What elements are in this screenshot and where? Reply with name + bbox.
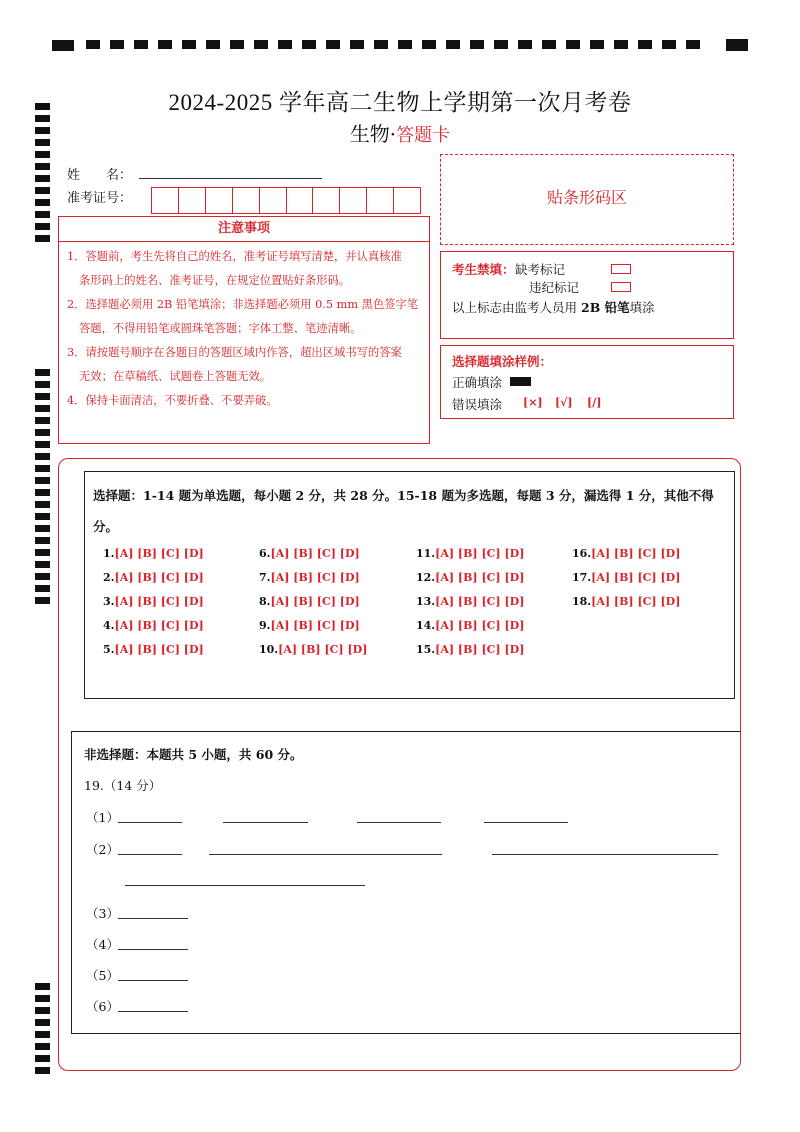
mc-question-number: 14. xyxy=(416,619,436,632)
notice-box xyxy=(58,216,430,444)
q19-part-4-label: （4） xyxy=(86,937,119,952)
mc-answer-options[interactable]: [A] [B] [C] [D] xyxy=(270,595,360,608)
mc-answer-options[interactable]: [A] [B] [C] [D] xyxy=(435,595,525,608)
exam-id-cell[interactable] xyxy=(206,188,233,213)
forbidden-title: 考生禁填： xyxy=(452,262,515,277)
forbidden-note xyxy=(452,298,655,316)
answer-blank[interactable] xyxy=(357,822,441,823)
mc-question-number: 15. xyxy=(416,643,436,656)
mc-question-number: 6. xyxy=(259,547,271,560)
q19-part-1-label: （1） xyxy=(86,810,119,825)
mc-question-number: 13. xyxy=(416,595,436,608)
notice-item: 条形码上的姓名、准考证号，在规定位置贴好条形码。 xyxy=(79,274,351,287)
mc-question-number: 3. xyxy=(103,595,115,608)
fill-sample-box xyxy=(440,345,734,419)
correct-fill-label: 正确填涂 xyxy=(452,375,503,390)
mc-question-17[interactable] xyxy=(572,571,680,584)
exam-id-label: 准考证号： xyxy=(67,191,133,206)
barcode-area[interactable]: 贴条形码区 xyxy=(440,154,734,245)
exam-id-cell[interactable] xyxy=(152,188,179,213)
exam-id-cell[interactable] xyxy=(367,188,394,213)
mc-answer-options[interactable]: [A] [B] [C] [D] xyxy=(270,619,360,632)
mc-answer-options[interactable]: [A] [B] [C] [D] xyxy=(435,547,525,560)
mc-answer-options[interactable]: [A] [B] [C] [D] xyxy=(114,571,204,584)
notice-item: 1．答题前，考生先将自己的姓名，准考证号填写清楚，并认真核准 xyxy=(67,250,402,263)
wrong-mark-cross: [×] xyxy=(523,396,543,409)
mc-question-8[interactable] xyxy=(259,595,360,608)
mc-answer-options[interactable]: [A] [B] [C] [D] xyxy=(591,547,681,560)
subtitle-answer-sheet: 答题卡 xyxy=(396,125,451,146)
exam-id-boxes[interactable] xyxy=(151,187,421,214)
question-19-label: 19.（14 分） xyxy=(84,778,162,793)
notice-item: 无效；在草稿纸、试题卷上答题无效。 xyxy=(79,370,272,383)
mc-question-7[interactable] xyxy=(259,571,360,584)
exam-id-cell[interactable] xyxy=(179,188,206,213)
answer-blank[interactable] xyxy=(223,822,308,823)
mc-question-number: 9. xyxy=(259,619,271,632)
exam-id-cell[interactable] xyxy=(260,188,287,213)
answer-blank[interactable] xyxy=(209,854,442,855)
mc-question-15[interactable] xyxy=(416,643,524,656)
non-choice-heading: 非选择题：本题共 5 小题，共 60 分。 xyxy=(84,747,303,762)
mc-answer-options[interactable]: [A] [B] [C] [D] xyxy=(270,547,360,560)
notice-item: 答题，不得用铅笔或圆珠笔答题；字体工整、笔迹清晰。 xyxy=(79,322,362,335)
exam-id-cell[interactable] xyxy=(233,188,260,213)
mc-answer-options[interactable]: [A] [B] [C] [D] xyxy=(591,571,681,584)
q19-part-2-label: （2） xyxy=(86,842,119,857)
wrong-fill-label: 错误填涂 xyxy=(452,397,503,412)
mc-question-9[interactable] xyxy=(259,619,360,632)
mc-answer-options[interactable]: [A] [B] [C] [D] xyxy=(114,547,204,560)
mc-question-number: 5. xyxy=(103,643,115,656)
answer-blank[interactable] xyxy=(118,949,188,950)
mc-question-number: 8. xyxy=(259,595,271,608)
non-choice-box xyxy=(71,731,741,1034)
notice-item: 3．请按题号顺序在各题目的答题区域内作答，超出区域书写的答案 xyxy=(67,346,402,359)
mc-answer-options[interactable]: [A] [B] [C] [D] xyxy=(435,571,525,584)
mc-answer-options[interactable]: [A] [B] [C] [D] xyxy=(114,595,204,608)
mc-question-14[interactable] xyxy=(416,619,524,632)
mc-question-12[interactable] xyxy=(416,571,524,584)
exam-id-cell[interactable] xyxy=(394,188,420,213)
mc-answer-options[interactable]: [A] [B] [C] [D] xyxy=(114,619,204,632)
q19-part-3-label: （3） xyxy=(86,906,119,921)
mc-question-number: 4. xyxy=(103,619,115,632)
subtitle-subject: 生物· xyxy=(349,122,397,146)
multiple-choice-box xyxy=(84,471,735,699)
answer-blank[interactable] xyxy=(492,854,718,855)
examinee-forbidden-box xyxy=(440,251,734,339)
wrong-mark-slash: [/] xyxy=(587,396,602,409)
mc-answer-options[interactable]: [A] [B] [C] [D] xyxy=(278,643,368,656)
mc-question-number: 18. xyxy=(572,595,592,608)
forbidden-note-prefix: 以上标志由监考人员用 xyxy=(452,300,578,315)
mc-question-number: 11. xyxy=(416,547,436,560)
answer-blank[interactable] xyxy=(118,980,188,981)
wrong-mark-check: [√] xyxy=(555,396,573,409)
mc-question-number: 10. xyxy=(259,643,279,656)
correct-fill-sample xyxy=(510,377,531,386)
mc-question-1[interactable] xyxy=(103,547,204,560)
q19-part-6-label: （6） xyxy=(86,999,119,1014)
mc-answer-options[interactable]: [A] [B] [C] [D] xyxy=(591,595,681,608)
mc-question-13[interactable] xyxy=(416,595,524,608)
answer-blank[interactable] xyxy=(118,1011,188,1012)
notice-item: 2．选择题必须用 2B 铅笔填涂；非选择题必须用 0.5 mm 黑色签字笔 xyxy=(67,298,419,311)
mc-question-16[interactable] xyxy=(572,547,680,560)
violation-label: 违纪标记 xyxy=(529,280,580,295)
mc-question-number: 16. xyxy=(572,547,592,560)
absent-label: 缺考标记 xyxy=(515,262,566,277)
answer-blank[interactable] xyxy=(484,822,568,823)
forbidden-note-bold: 2B 铅笔 xyxy=(581,300,630,315)
absent-mark-box[interactable] xyxy=(611,264,631,274)
mc-question-10[interactable] xyxy=(259,643,367,656)
mc-question-11[interactable] xyxy=(416,547,524,560)
answer-blank[interactable] xyxy=(118,918,188,919)
name-label: 姓 名： xyxy=(67,168,133,183)
answer-blank[interactable] xyxy=(125,885,365,886)
mc-question-number: 17. xyxy=(572,571,592,584)
answer-blank[interactable] xyxy=(118,822,182,823)
q19-part-5-label: （5） xyxy=(86,968,119,983)
mc-answer-options[interactable]: [A] [B] [C] [D] xyxy=(270,571,360,584)
mc-answer-options[interactable]: [A] [B] [C] [D] xyxy=(114,643,204,656)
mc-question-number: 2. xyxy=(103,571,115,584)
mc-question-5[interactable] xyxy=(103,643,204,656)
answer-blank[interactable] xyxy=(118,854,182,855)
forbidden-note-suffix: 填涂 xyxy=(629,300,655,315)
mc-question-6[interactable] xyxy=(259,547,360,560)
mc-answer-options[interactable]: [A] [B] [C] [D] xyxy=(435,619,525,632)
notice-heading: 注意事项 xyxy=(59,217,429,242)
mc-question-number: 1. xyxy=(103,547,115,560)
mc-question-number: 12. xyxy=(416,571,436,584)
mc-question-3[interactable] xyxy=(103,595,204,608)
multiple-choice-heading: 选择题：1-14 题为单选题，每小题 2 分，共 28 分。15-18 题为多选题，每题 3 分，漏选得 1 分，其他不得分。 xyxy=(93,488,714,534)
page-subtitle xyxy=(0,118,800,147)
mc-question-4[interactable] xyxy=(103,619,204,632)
sample-title: 选择题填涂样例： xyxy=(452,354,553,369)
exam-id-cell[interactable] xyxy=(287,188,314,213)
mc-question-18[interactable] xyxy=(572,595,680,608)
exam-id-cell[interactable] xyxy=(340,188,367,213)
page-title: 2024-2025 学年高二生物上学期第一次月考卷 xyxy=(168,90,632,115)
name-field[interactable] xyxy=(139,178,322,179)
notice-item: 4．保持卡面清洁，不要折叠、不要弄破。 xyxy=(67,394,278,407)
mc-question-2[interactable] xyxy=(103,571,204,584)
violation-mark-box[interactable] xyxy=(611,282,631,292)
mc-answer-options[interactable]: [A] [B] [C] [D] xyxy=(435,643,525,656)
exam-id-cell[interactable] xyxy=(313,188,340,213)
mc-question-number: 7. xyxy=(259,571,271,584)
